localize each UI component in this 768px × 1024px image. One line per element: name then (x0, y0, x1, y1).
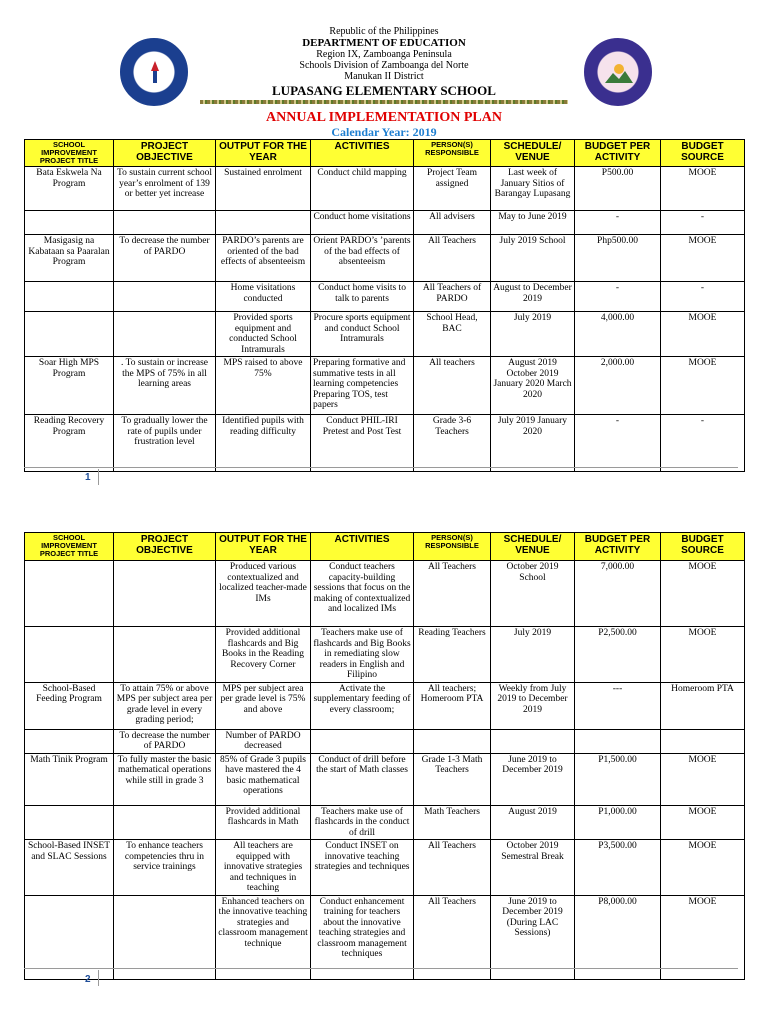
table-cell: Weekly from July 2019 to December 2019 (491, 682, 575, 729)
table-row (25, 753, 745, 805)
implementation-plan-table (24, 139, 745, 472)
table-cell (114, 627, 216, 683)
table-cell: Conduct child mapping (311, 167, 414, 211)
table-cell (575, 729, 661, 753)
table-cell: Conduct of drill before the start of Math classes (311, 753, 414, 805)
table-cell: Reading Recovery Program (25, 415, 114, 472)
table-row (25, 415, 745, 472)
table-cell: P8,000.00 (575, 895, 661, 979)
table-cell: October 2019 Semestral Break (491, 840, 575, 896)
table-cell (216, 211, 311, 235)
table-cell: All advisers (414, 211, 491, 235)
table-cell (25, 561, 114, 627)
school-name: LUPASANG ELEMENTARY SCHOOL (272, 83, 496, 98)
table-cell: 7,000.00 (575, 561, 661, 627)
table-cell: All teachers; Homeroom PTA (414, 682, 491, 729)
page-1 (0, 0, 768, 500)
table-cell: July 2019 (491, 312, 575, 357)
table-cell: All Teachers (414, 895, 491, 979)
table-cell: MOOE (661, 840, 745, 896)
table-cell (114, 211, 216, 235)
table-cell (661, 729, 745, 753)
table-cell (25, 805, 114, 840)
table-cell: Provided additional flashcards in Math (216, 805, 311, 840)
table-cell: - (661, 415, 745, 472)
table-cell: Procure sports equipment and conduct School Intramurals (311, 312, 414, 357)
table-cell: Orient PARDO’s ’parents of the bad effects of absenteeism (311, 235, 414, 282)
table-header-row (25, 533, 745, 561)
table-cell: Php500.00 (575, 235, 661, 282)
table-cell: P1,500.00 (575, 753, 661, 805)
table-cell: Conduct home visitations (311, 211, 414, 235)
table-cell: Provided additional flashcards and Big Books in the Reading Recovery Corner (216, 627, 311, 683)
table-cell: Conduct home visits to talk to parents (311, 282, 414, 312)
page-footer-rule (24, 467, 738, 468)
column-header: SCHOOL IMPROVEMENT PROJECT TITLE (25, 140, 114, 167)
table-cell: MOOE (661, 312, 745, 357)
page-footer-rule (24, 968, 738, 969)
table-cell: August 2019 (491, 805, 575, 840)
page-2 (0, 500, 768, 1024)
table-row (25, 561, 745, 627)
page-footer-tick (98, 469, 99, 485)
header-divider (200, 100, 568, 104)
page-number: 2 (85, 974, 91, 985)
page-footer-tick (98, 970, 99, 986)
table-cell: All teachers (414, 357, 491, 415)
column-header: SCHEDULE/ VENUE (491, 140, 575, 167)
table-row (25, 627, 745, 683)
table-row (25, 235, 745, 282)
table-cell: Activate the supplementary feeding of every classroom; (311, 682, 414, 729)
table-cell (491, 729, 575, 753)
table-cell: School Head, BAC (414, 312, 491, 357)
table-cell: To enhance teachers competencies thru in service trainings (114, 840, 216, 896)
column-header: BUDGET SOURCE (661, 140, 745, 167)
table-cell: MOOE (661, 627, 745, 683)
table-row (25, 167, 745, 211)
table-cell: Last week of January Sitios of Barangay Lupasang (491, 167, 575, 211)
table-cell: May to June 2019 (491, 211, 575, 235)
table-cell: . To sustain or increase the MPS of 75% in all learning areas (114, 357, 216, 415)
table-cell (25, 895, 114, 979)
table-cell (25, 627, 114, 683)
table-cell: MPS raised to above 75% (216, 357, 311, 415)
table-cell: MOOE (661, 805, 745, 840)
table-cell: P2,500.00 (575, 627, 661, 683)
document-title: ANNUAL IMPLEMENTATION PLAN (266, 110, 502, 125)
table-cell: - (575, 282, 661, 312)
table-cell: To fully master the basic mathematical operations while still in grade 3 (114, 753, 216, 805)
table-cell: P3,500.00 (575, 840, 661, 896)
column-header: ACTIVITIES (311, 140, 414, 167)
table-cell: All Teachers (414, 840, 491, 896)
implementation-plan-table (24, 532, 745, 980)
table-cell: MPS per subject area per grade level is 75% and above (216, 682, 311, 729)
table-cell: Project Team assigned (414, 167, 491, 211)
column-header: ACTIVITIES (311, 533, 414, 561)
table-cell (114, 895, 216, 979)
column-header: OUTPUT FOR THE YEAR (216, 533, 311, 561)
region-line: Region IX, Zamboanga Peninsula (316, 49, 452, 60)
page-number: 1 (85, 472, 91, 483)
column-header: BUDGET SOURCE (661, 533, 745, 561)
table-cell: June 2019 to December 2019 (During LAC Sessions) (491, 895, 575, 979)
table-cell: School-Based Feeding Program (25, 682, 114, 729)
table-cell: Teachers make use of flashcards in the conduct of drill (311, 805, 414, 840)
table-cell: Number of PARDO decreased (216, 729, 311, 753)
table-cell: MOOE (661, 167, 745, 211)
table-cell: 4,000.00 (575, 312, 661, 357)
table-cell: June 2019 to December 2019 (491, 753, 575, 805)
table-cell: - (661, 211, 745, 235)
district-line: Manukan II District (344, 71, 424, 82)
table-row (25, 312, 745, 357)
table-cell: To gradually lower the rate of pupils under frustration level (114, 415, 216, 472)
table-cell: MOOE (661, 561, 745, 627)
table-cell: To sustain current school year’s enrolment of 139 or better yet increase (114, 167, 216, 211)
table-cell: Bata Eskwela Na Program (25, 167, 114, 211)
table-cell: Math Tinik Program (25, 753, 114, 805)
table-cell: Masigasig na Kabataan sa Paaralan Program (25, 235, 114, 282)
table-cell (25, 729, 114, 753)
table-cell: October 2019 School (491, 561, 575, 627)
table-row (25, 211, 745, 235)
table-cell: MOOE (661, 753, 745, 805)
column-header: BUDGET PER ACTIVITY (575, 140, 661, 167)
table-cell (114, 312, 216, 357)
table-cell (114, 282, 216, 312)
republic-line: Republic of the Philippines (329, 26, 439, 37)
table-cell: MOOE (661, 895, 745, 979)
table-cell: Produced various contextualized and localized teacher-made IMs (216, 561, 311, 627)
table-cell: To decrease the number of PARDO (114, 235, 216, 282)
table-cell: P1,000.00 (575, 805, 661, 840)
table-cell: MOOE (661, 357, 745, 415)
table-cell: Conduct teachers capacity-building sessions that focus on the making of contextualized and localized IMs (311, 561, 414, 627)
column-header: PROJECT OBJECTIVE (114, 140, 216, 167)
table-cell: Conduct enhancement training for teachers about the innovative teaching strategies and classroom management techniques (311, 895, 414, 979)
division-line: Schools Division of Zamboanga del Norte (299, 60, 469, 71)
table-row (25, 357, 745, 415)
table-cell: July 2019 School (491, 235, 575, 282)
table-cell: All Teachers (414, 561, 491, 627)
table-cell: Grade 1-3 Math Teachers (414, 753, 491, 805)
table-cell: P500.00 (575, 167, 661, 211)
table-cell: - (661, 282, 745, 312)
table-cell: August to December 2019 (491, 282, 575, 312)
table-cell: Grade 3-6 Teachers (414, 415, 491, 472)
table-cell: 85% of Grade 3 pupils have mastered the 4 basic mathematical operations (216, 753, 311, 805)
table-cell: All Teachers (414, 235, 491, 282)
table-cell (114, 805, 216, 840)
table-cell: Reading Teachers (414, 627, 491, 683)
table-header-row (25, 140, 745, 167)
column-header: PERSON(S) RESPONSIBLE (414, 140, 491, 167)
table-cell: - (575, 415, 661, 472)
table-cell (25, 312, 114, 357)
table-cell: School-Based INSET and SLAC Sessions (25, 840, 114, 896)
table-cell: Provided sports equipment and conducted School Intramurals (216, 312, 311, 357)
document-subtitle: Calendar Year: 2019 (331, 125, 437, 139)
table-cell (25, 282, 114, 312)
table-cell: All Teachers of PARDO (414, 282, 491, 312)
table-cell: 2,000.00 (575, 357, 661, 415)
column-header: SCHOOL IMPROVEMENT PROJECT TITLE (25, 533, 114, 561)
table-cell: All teachers are equipped with innovative strategies and techniques in teaching (216, 840, 311, 896)
table-row (25, 805, 745, 840)
table-row (25, 895, 745, 979)
table-cell: MOOE (661, 235, 745, 282)
table-row (25, 282, 745, 312)
column-header: BUDGET PER ACTIVITY (575, 533, 661, 561)
table-cell: Home visitations conducted (216, 282, 311, 312)
table-cell: - (575, 211, 661, 235)
column-header: PERSON(S) RESPONSIBLE (414, 533, 491, 561)
table-cell: Identified pupils with reading difficulty (216, 415, 311, 472)
table-cell: To attain 75% or above MPS per subject area per grade level in every grading period; (114, 682, 216, 729)
table-cell (114, 561, 216, 627)
table-cell (414, 729, 491, 753)
table-row (25, 729, 745, 753)
table-cell: July 2019 (491, 627, 575, 683)
table-cell: August 2019 October 2019 January 2020 March 2020 (491, 357, 575, 415)
table-cell (25, 211, 114, 235)
table-cell: Math Teachers (414, 805, 491, 840)
table-row (25, 682, 745, 729)
table-cell: Soar High MPS Program (25, 357, 114, 415)
table-cell: PARDO’s parents are oriented of the bad effects of absenteeism (216, 235, 311, 282)
column-header: OUTPUT FOR THE YEAR (216, 140, 311, 167)
table-cell: --- (575, 682, 661, 729)
table-row (25, 840, 745, 896)
table-cell: Enhanced teachers on the innovative teaching strategies and classroom management technique (216, 895, 311, 979)
table-cell: Conduct PHIL-IRI Pretest and Post Test (311, 415, 414, 472)
column-header: PROJECT OBJECTIVE (114, 533, 216, 561)
table-cell: Sustained enrolment (216, 167, 311, 211)
letterhead (0, 26, 768, 98)
table-cell: Homeroom PTA (661, 682, 745, 729)
table-cell (311, 729, 414, 753)
table-cell: Conduct INSET on innovative teaching strategies and techniques (311, 840, 414, 896)
table-cell: Preparing formative and summative tests in all learning competencies Preparing TOS, test papers (311, 357, 414, 415)
department-line: DEPARTMENT OF EDUCATION (302, 37, 466, 49)
table-cell: Teachers make use of flashcards and Big Books in remediating slow readers in English and Filipino (311, 627, 414, 683)
column-header: SCHEDULE/ VENUE (491, 533, 575, 561)
table-cell: To decrease the number of PARDO (114, 729, 216, 753)
table-cell: July 2019 January 2020 (491, 415, 575, 472)
